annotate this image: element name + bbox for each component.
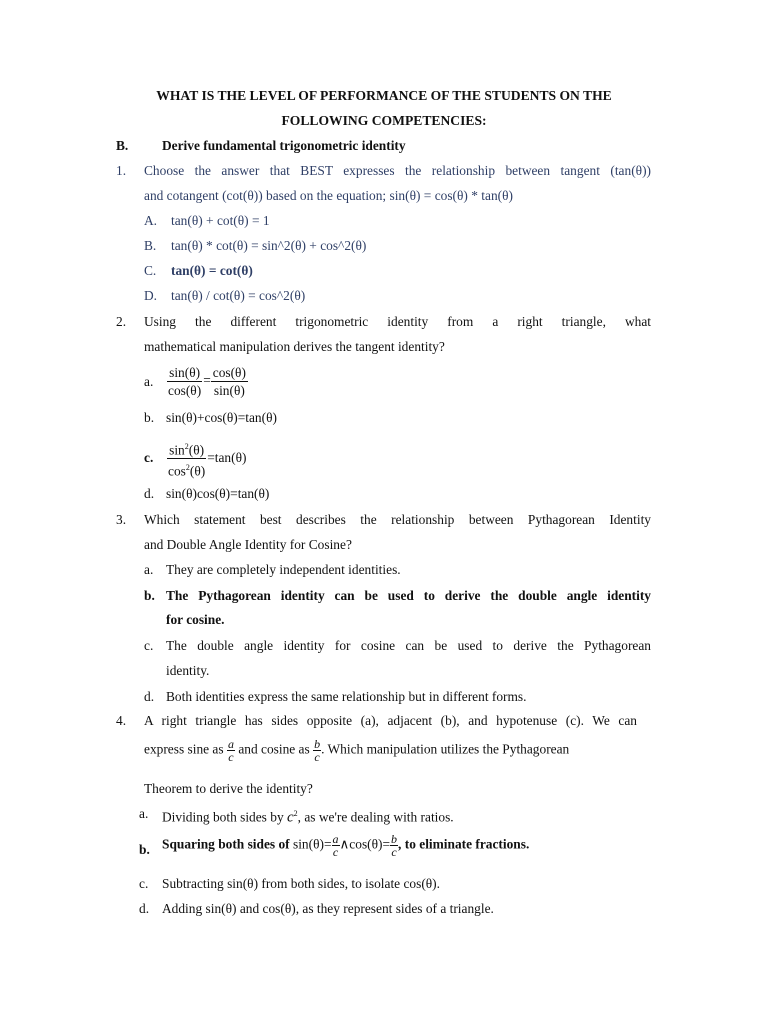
q4-option-d-text: Adding sin(θ) and cos(θ), as they represent sides of a triangle. [162, 901, 494, 916]
q2-option-d-formula: sin(θ)cos(θ)=tan(θ) [166, 486, 270, 501]
q2-text-line-1: Using the different trigonometric identity from a right triangle, what [144, 314, 651, 329]
q3-number: 3. [116, 512, 127, 527]
q1-text-line-1: Choose the answer that BEST expresses the relationship between tangent (tan(θ)) [144, 163, 651, 178]
q2-option-c-formula: $\frac{\sin^2(\theta)}{\cos^2(\theta)}$ =tan(θ) [166, 438, 246, 480]
q4-text-line-3: Theorem to derive the identity? [144, 781, 313, 796]
q2-a-fraction-right: $\frac{\cos(\theta)}{\sin(\theta)}$ [212, 365, 246, 398]
q4-option-a-letter: a. [139, 806, 149, 821]
q3-option-b-text-line-2: for cosine. [166, 612, 225, 627]
q2-c-fraction: $\frac{\sin^2(\theta)}{\cos^2(\theta)}$ [166, 438, 207, 480]
q3-option-b-letter: b. [144, 588, 155, 603]
q4-option-c-text: Subtracting sin(θ) from both sides, to isolate cos(θ). [162, 876, 440, 891]
q4-text-line-1: A right triangle has sides opposite (a), adjacent (b), and hypotenuse (c). We can [144, 713, 637, 728]
q2-option-d-letter: d. [144, 486, 155, 501]
q2-option-c-letter: c. [144, 450, 154, 465]
q1-text-line-2: and cotangent (cot(θ)) based on the equation; sin(θ) = cos(θ) * tan(θ) [144, 188, 513, 203]
q2-option-b-formula: sin(θ)+cos(θ)=tan(θ) [166, 410, 277, 425]
q4-b-fraction-b: $\frac{b}{c}$ [391, 832, 398, 859]
q3-option-d-text: Both identities express the same relationship but in different forms. [166, 689, 527, 704]
q2-option-a-formula: $\frac{\sin(\theta)}{\cos(\theta)}$ = $\frac{\cos(\theta)}{\sin(\theta)}$ [168, 365, 246, 398]
q3-option-c-text-line-1: The double angle identity for cosine can be used to derive the Pythagorean [166, 638, 651, 653]
q1-option-a-text: tan(θ) + cot(θ) = 1 [171, 213, 270, 228]
q2-a-fraction-left: $\frac{\sin(\theta)}{\cos(\theta)}$ [168, 365, 202, 398]
q4-option-a-text: Dividing both sides by $c^2$, as we're dealing with ratios. [162, 809, 454, 826]
q2-option-b-letter: b. [144, 410, 155, 425]
q4-sine-fraction: $\frac{a}{c}$ [227, 737, 234, 764]
q2-option-a-letter: a. [144, 374, 154, 389]
q1-option-d-letter: D. [144, 288, 158, 303]
page-title-line-1: WHAT IS THE LEVEL OF PERFORMANCE OF THE STUDENTS ON THE [156, 88, 612, 103]
q2-number: 2. [116, 314, 127, 329]
q3-option-b-text-line-1: The Pythagorean identity can be used to derive the double angle identity [166, 588, 651, 603]
q4-option-d-letter: d. [139, 901, 150, 916]
q4-option-b-text: Squaring both sides of sin(θ)= $\frac{a}{c}$ ∧cos(θ)= $\frac{b}{c}$ , to eliminate fractions. [162, 832, 530, 859]
q3-text-line-2: and Double Angle Identity for Cosine? [144, 537, 352, 552]
q1-number: 1. [116, 163, 127, 178]
q1-option-c-text: tan(θ) = cot(θ) [171, 263, 253, 278]
q3-option-d-letter: d. [144, 689, 155, 704]
q3-option-a-text: They are completely independent identities. [166, 562, 401, 577]
q3-option-c-letter: c. [144, 638, 154, 653]
section-heading: Derive fundamental trigonometric identity [162, 138, 406, 153]
q3-option-c-text-line-2: identity. [166, 663, 210, 678]
q4-text-line-2: express sine as $\frac{a}{c}$ and cosine as $\frac{b}{c}$ . Which manipulation utilizes the Pythagorean [144, 737, 570, 764]
q4-option-c-letter: c. [139, 876, 149, 891]
q2-text-line-2: mathematical manipulation derives the tangent identity? [144, 339, 445, 354]
q4-option-b-letter: b. [139, 842, 150, 857]
q3-option-a-letter: a. [144, 562, 154, 577]
q4-number: 4. [116, 713, 127, 728]
q3-text-line-1: Which statement best describes the relationship between Pythagorean Identity [144, 512, 651, 527]
section-letter: B. [116, 138, 129, 153]
q1-option-b-text: tan(θ) * cot(θ) = sin^2(θ) + cos^2(θ) [171, 238, 367, 253]
q1-option-c-letter: C. [144, 263, 157, 278]
q4-cosine-fraction: $\frac{b}{c}$ [314, 737, 321, 764]
page-title-line-2: FOLLOWING COMPETENCIES: [281, 113, 487, 128]
q4-b-fraction-a: $\frac{a}{c}$ [332, 832, 339, 859]
q1-option-a-letter: A. [144, 213, 158, 228]
q1-option-d-text: tan(θ) / cot(θ) = cos^2(θ) [171, 288, 306, 303]
q1-option-b-letter: B. [144, 238, 157, 253]
